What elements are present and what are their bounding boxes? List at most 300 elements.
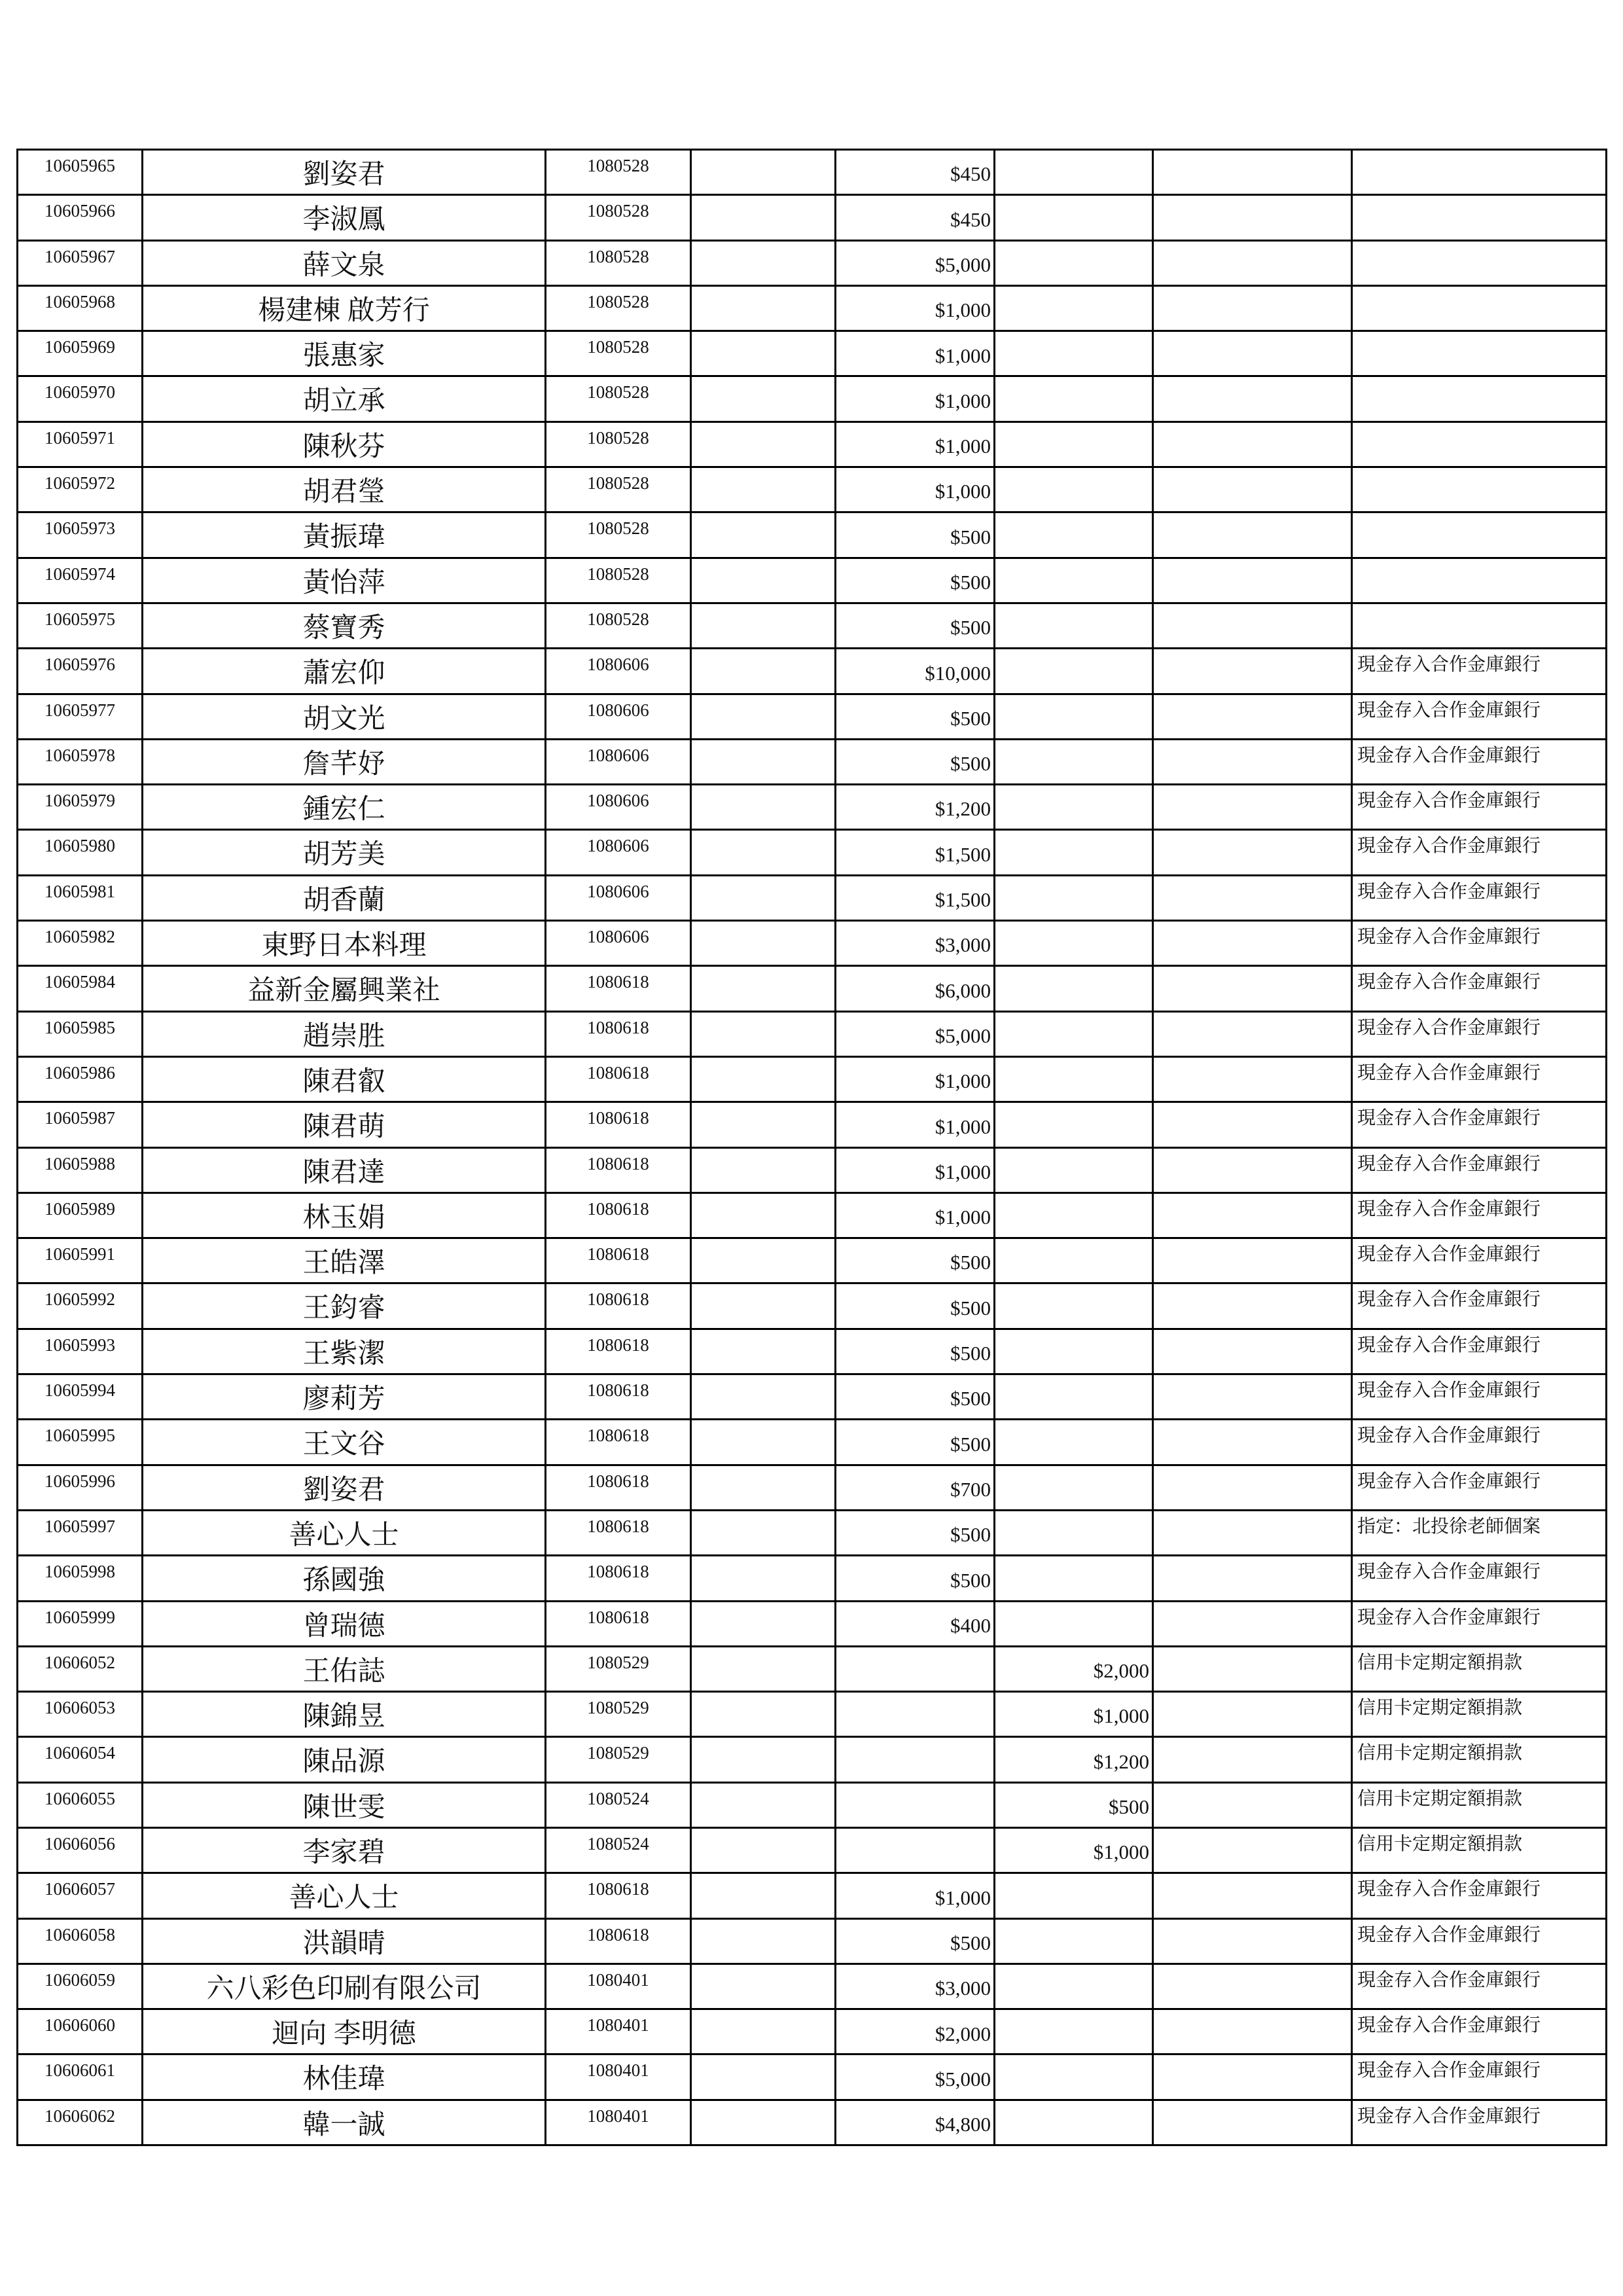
donor-name-cell: 孫國強 xyxy=(143,1556,546,1601)
note-cell: 現金存入合作金庫銀行 xyxy=(1352,1918,1607,1964)
blank-cell xyxy=(1153,785,1352,830)
table-row xyxy=(18,1102,1607,1147)
card-amount-cell xyxy=(995,875,1153,920)
note-cell: 現金存入合作金庫銀行 xyxy=(1352,2009,1607,2054)
card-amount-cell xyxy=(995,1329,1153,1374)
card-amount-cell xyxy=(995,1193,1153,1238)
donor-id-cell: 10606061 xyxy=(18,2054,143,2100)
blank-cell xyxy=(1153,467,1352,512)
donor-name-cell: 楊建棟 啟芳行 xyxy=(143,285,546,331)
blank-cell xyxy=(1153,2100,1352,2145)
note-cell: 現金存入合作金庫銀行 xyxy=(1352,921,1607,966)
date-cell: 1080401 xyxy=(546,2054,691,2100)
amount-cell: $10,000 xyxy=(836,649,995,694)
donor-id-cell: 10605972 xyxy=(18,467,143,512)
donor-name-cell: 陳世雯 xyxy=(143,1782,546,1827)
note-cell xyxy=(1352,603,1607,648)
donor-id-cell: 10605982 xyxy=(18,921,143,966)
donor-id-cell: 10606060 xyxy=(18,2009,143,2054)
card-amount-cell xyxy=(995,830,1153,875)
amount-cell: $1,000 xyxy=(836,1102,995,1147)
card-amount-cell xyxy=(995,1465,1153,1510)
table-row xyxy=(18,1646,1607,1691)
donor-id-cell: 10605974 xyxy=(18,558,143,603)
date-cell: 1080529 xyxy=(546,1737,691,1782)
blank-cell xyxy=(691,1147,836,1193)
blank-cell xyxy=(1153,1737,1352,1782)
table-row xyxy=(18,785,1607,830)
amount-cell xyxy=(836,1646,995,1691)
amount-cell: $5,000 xyxy=(836,2054,995,2100)
blank-cell xyxy=(1153,1011,1352,1056)
note-cell: 現金存入合作金庫銀行 xyxy=(1352,649,1607,694)
blank-cell xyxy=(691,1238,836,1283)
donor-name-cell: 善心人士 xyxy=(143,1510,546,1555)
card-amount-cell xyxy=(995,2100,1153,2145)
blank-cell xyxy=(691,1056,836,1102)
blank-cell xyxy=(1153,512,1352,558)
donor-name-cell: 迴向 李明德 xyxy=(143,2009,546,2054)
date-cell: 1080528 xyxy=(546,376,691,422)
donor-name-cell: 蕭宏仰 xyxy=(143,649,546,694)
blank-cell xyxy=(1153,376,1352,422)
amount-cell: $450 xyxy=(836,150,995,195)
donor-id-cell: 10605998 xyxy=(18,1556,143,1601)
amount-cell: $1,000 xyxy=(836,285,995,331)
table-row xyxy=(18,467,1607,512)
date-cell: 1080528 xyxy=(546,240,691,285)
note-cell: 現金存入合作金庫銀行 xyxy=(1352,1011,1607,1056)
blank-cell xyxy=(1153,1510,1352,1555)
donor-id-cell: 10605965 xyxy=(18,150,143,195)
amount-cell: $500 xyxy=(836,1556,995,1601)
date-cell: 1080528 xyxy=(546,331,691,376)
amount-cell: $500 xyxy=(836,1374,995,1420)
amount-cell: $1,000 xyxy=(836,1193,995,1238)
note-cell xyxy=(1352,240,1607,285)
note-cell: 現金存入合作金庫銀行 xyxy=(1352,1056,1607,1102)
donor-name-cell: 陳君萌 xyxy=(143,1102,546,1147)
donor-id-cell: 10605970 xyxy=(18,376,143,422)
donor-name-cell: 胡君瑩 xyxy=(143,467,546,512)
card-amount-cell xyxy=(995,1601,1153,1646)
blank-cell xyxy=(1153,1374,1352,1420)
table-row xyxy=(18,422,1607,467)
blank-cell xyxy=(691,558,836,603)
blank-cell xyxy=(1153,331,1352,376)
donor-id-cell: 10605992 xyxy=(18,1283,143,1329)
blank-cell xyxy=(691,830,836,875)
note-cell xyxy=(1352,512,1607,558)
card-amount-cell xyxy=(995,1283,1153,1329)
date-cell: 1080618 xyxy=(546,1873,691,1918)
table-row xyxy=(18,603,1607,648)
amount-cell: $500 xyxy=(836,694,995,739)
donation-ledger-table xyxy=(16,149,1607,2146)
amount-cell: $5,000 xyxy=(836,240,995,285)
blank-cell xyxy=(691,1601,836,1646)
amount-cell: $500 xyxy=(836,739,995,784)
blank-cell xyxy=(1153,422,1352,467)
date-cell: 1080528 xyxy=(546,467,691,512)
amount-cell: $3,000 xyxy=(836,1964,995,2009)
date-cell: 1080618 xyxy=(546,1556,691,1601)
table-row xyxy=(18,1601,1607,1646)
blank-cell xyxy=(1153,1238,1352,1283)
amount-cell: $1,500 xyxy=(836,875,995,920)
card-amount-cell xyxy=(995,1964,1153,2009)
table-row xyxy=(18,1918,1607,1964)
amount-cell: $1,000 xyxy=(836,1056,995,1102)
card-amount-cell xyxy=(995,2009,1153,2054)
blank-cell xyxy=(1153,240,1352,285)
donor-name-cell: 趙崇胜 xyxy=(143,1011,546,1056)
donor-id-cell: 10605986 xyxy=(18,1056,143,1102)
blank-cell xyxy=(691,921,836,966)
blank-cell xyxy=(691,875,836,920)
blank-cell xyxy=(691,1964,836,2009)
blank-cell xyxy=(1153,875,1352,920)
card-amount-cell xyxy=(995,376,1153,422)
donor-name-cell: 陳錦昱 xyxy=(143,1692,546,1737)
donor-name-cell: 六八彩色印刷有限公司 xyxy=(143,1964,546,2009)
amount-cell: $500 xyxy=(836,1420,995,1465)
donor-name-cell: 李家碧 xyxy=(143,1827,546,1873)
table-row xyxy=(18,1782,1607,1827)
amount-cell: $1,200 xyxy=(836,785,995,830)
donor-id-cell: 10606058 xyxy=(18,1918,143,1964)
note-cell: 現金存入合作金庫銀行 xyxy=(1352,1193,1607,1238)
card-amount-cell xyxy=(995,1374,1153,1420)
card-amount-cell xyxy=(995,785,1153,830)
table-row xyxy=(18,1283,1607,1329)
card-amount-cell xyxy=(995,1420,1153,1465)
date-cell: 1080606 xyxy=(546,830,691,875)
blank-cell xyxy=(691,2100,836,2145)
note-cell: 現金存入合作金庫銀行 xyxy=(1352,1964,1607,2009)
note-cell: 信用卡定期定額捐款 xyxy=(1352,1782,1607,1827)
card-amount-cell xyxy=(995,1056,1153,1102)
note-cell: 現金存入合作金庫銀行 xyxy=(1352,1601,1607,1646)
blank-cell xyxy=(691,1193,836,1238)
donor-name-cell: 陳君叡 xyxy=(143,1056,546,1102)
donor-id-cell: 10605984 xyxy=(18,966,143,1011)
blank-cell xyxy=(1153,2009,1352,2054)
blank-cell xyxy=(691,1011,836,1056)
table-row xyxy=(18,376,1607,422)
card-amount-cell xyxy=(995,603,1153,648)
amount-cell: $500 xyxy=(836,1510,995,1555)
donor-name-cell: 東野日本料理 xyxy=(143,921,546,966)
date-cell: 1080618 xyxy=(546,1193,691,1238)
donor-name-cell: 胡立承 xyxy=(143,376,546,422)
note-cell xyxy=(1352,150,1607,195)
amount-cell: $1,000 xyxy=(836,1147,995,1193)
blank-cell xyxy=(1153,285,1352,331)
date-cell: 1080528 xyxy=(546,195,691,240)
table-row xyxy=(18,512,1607,558)
blank-cell xyxy=(691,1510,836,1555)
blank-cell xyxy=(1153,1465,1352,1510)
blank-cell xyxy=(691,649,836,694)
date-cell: 1080618 xyxy=(546,1238,691,1283)
table-row xyxy=(18,921,1607,966)
table-row xyxy=(18,1329,1607,1374)
note-cell: 現金存入合作金庫銀行 xyxy=(1352,1374,1607,1420)
amount-cell: $500 xyxy=(836,1918,995,1964)
note-cell: 信用卡定期定額捐款 xyxy=(1352,1827,1607,1873)
date-cell: 1080401 xyxy=(546,2009,691,2054)
date-cell: 1080618 xyxy=(546,1918,691,1964)
note-cell: 現金存入合作金庫銀行 xyxy=(1352,830,1607,875)
blank-cell xyxy=(1153,1601,1352,1646)
card-amount-cell: $1,200 xyxy=(995,1737,1153,1782)
card-amount-cell xyxy=(995,240,1153,285)
donor-name-cell: 曾瑞德 xyxy=(143,1601,546,1646)
table-row xyxy=(18,1193,1607,1238)
note-cell: 現金存入合作金庫銀行 xyxy=(1352,1556,1607,1601)
donor-id-cell: 10605996 xyxy=(18,1465,143,1510)
donor-id-cell: 10605995 xyxy=(18,1420,143,1465)
donor-name-cell: 胡文光 xyxy=(143,694,546,739)
date-cell: 1080528 xyxy=(546,285,691,331)
donor-id-cell: 10606055 xyxy=(18,1782,143,1827)
amount-cell: $1,000 xyxy=(836,1873,995,1918)
table-row xyxy=(18,1465,1607,1510)
card-amount-cell xyxy=(995,1102,1153,1147)
donor-name-cell: 鍾宏仁 xyxy=(143,785,546,830)
card-amount-cell xyxy=(995,1238,1153,1283)
card-amount-cell xyxy=(995,1918,1153,1964)
date-cell: 1080618 xyxy=(546,1329,691,1374)
card-amount-cell xyxy=(995,1011,1153,1056)
note-cell: 現金存入合作金庫銀行 xyxy=(1352,2054,1607,2100)
table-row xyxy=(18,739,1607,784)
date-cell: 1080528 xyxy=(546,150,691,195)
blank-cell xyxy=(1153,649,1352,694)
date-cell: 1080618 xyxy=(546,1056,691,1102)
blank-cell xyxy=(691,1737,836,1782)
blank-cell xyxy=(1153,1782,1352,1827)
blank-cell xyxy=(691,1918,836,1964)
note-cell xyxy=(1352,285,1607,331)
blank-cell xyxy=(1153,1918,1352,1964)
amount-cell xyxy=(836,1692,995,1737)
donor-id-cell: 10606053 xyxy=(18,1692,143,1737)
blank-cell xyxy=(1153,1102,1352,1147)
donor-id-cell: 10605980 xyxy=(18,830,143,875)
donor-name-cell: 張惠家 xyxy=(143,331,546,376)
donor-name-cell: 胡芳美 xyxy=(143,830,546,875)
card-amount-cell xyxy=(995,1556,1153,1601)
blank-cell xyxy=(691,739,836,784)
donor-name-cell: 韓一誠 xyxy=(143,2100,546,2145)
amount-cell: $1,000 xyxy=(836,376,995,422)
note-cell: 現金存入合作金庫銀行 xyxy=(1352,739,1607,784)
card-amount-cell xyxy=(995,2054,1153,2100)
donor-id-cell: 10605976 xyxy=(18,649,143,694)
note-cell: 現金存入合作金庫銀行 xyxy=(1352,966,1607,1011)
date-cell: 1080618 xyxy=(546,1374,691,1420)
date-cell: 1080618 xyxy=(546,1147,691,1193)
note-cell: 現金存入合作金庫銀行 xyxy=(1352,1873,1607,1918)
date-cell: 1080618 xyxy=(546,966,691,1011)
blank-cell xyxy=(691,285,836,331)
donor-id-cell: 10606059 xyxy=(18,1964,143,2009)
note-cell: 現金存入合作金庫銀行 xyxy=(1352,1465,1607,1510)
date-cell: 1080606 xyxy=(546,921,691,966)
card-amount-cell xyxy=(995,966,1153,1011)
blank-cell xyxy=(1153,966,1352,1011)
amount-cell: $500 xyxy=(836,512,995,558)
donor-name-cell: 陳君達 xyxy=(143,1147,546,1193)
date-cell: 1080524 xyxy=(546,1827,691,1873)
date-cell: 1080529 xyxy=(546,1646,691,1691)
note-cell xyxy=(1352,376,1607,422)
donor-id-cell: 10605994 xyxy=(18,1374,143,1420)
blank-cell xyxy=(691,512,836,558)
date-cell: 1080606 xyxy=(546,875,691,920)
blank-cell xyxy=(1153,2054,1352,2100)
date-cell: 1080606 xyxy=(546,739,691,784)
donor-name-cell: 薛文泉 xyxy=(143,240,546,285)
note-cell: 現金存入合作金庫銀行 xyxy=(1352,875,1607,920)
blank-cell xyxy=(691,422,836,467)
donor-name-cell: 胡香蘭 xyxy=(143,875,546,920)
donor-id-cell: 10605989 xyxy=(18,1193,143,1238)
blank-cell xyxy=(1153,150,1352,195)
blank-cell xyxy=(691,1329,836,1374)
donor-id-cell: 10605966 xyxy=(18,195,143,240)
table-row xyxy=(18,240,1607,285)
blank-cell xyxy=(691,150,836,195)
blank-cell xyxy=(691,1465,836,1510)
blank-cell xyxy=(691,2009,836,2054)
donor-name-cell: 王佑誌 xyxy=(143,1646,546,1691)
blank-cell xyxy=(691,603,836,648)
blank-cell xyxy=(691,376,836,422)
card-amount-cell xyxy=(995,285,1153,331)
blank-cell xyxy=(691,785,836,830)
note-cell: 信用卡定期定額捐款 xyxy=(1352,1692,1607,1737)
amount-cell: $3,000 xyxy=(836,921,995,966)
amount-cell: $1,000 xyxy=(836,467,995,512)
date-cell: 1080618 xyxy=(546,1102,691,1147)
blank-cell xyxy=(691,467,836,512)
card-amount-cell xyxy=(995,921,1153,966)
amount-cell xyxy=(836,1782,995,1827)
blank-cell xyxy=(1153,1692,1352,1737)
blank-cell xyxy=(691,966,836,1011)
table-row xyxy=(18,1827,1607,1873)
amount-cell xyxy=(836,1737,995,1782)
card-amount-cell xyxy=(995,422,1153,467)
amount-cell: $1,500 xyxy=(836,830,995,875)
card-amount-cell xyxy=(995,150,1153,195)
blank-cell xyxy=(1153,195,1352,240)
donor-id-cell: 10605987 xyxy=(18,1102,143,1147)
donor-name-cell: 廖莉芳 xyxy=(143,1374,546,1420)
table-row xyxy=(18,649,1607,694)
table-row xyxy=(18,2100,1607,2145)
table-row xyxy=(18,331,1607,376)
amount-cell xyxy=(836,1827,995,1873)
blank-cell xyxy=(691,331,836,376)
table-row xyxy=(18,1420,1607,1465)
donor-id-cell: 10605981 xyxy=(18,875,143,920)
donor-id-cell: 10606054 xyxy=(18,1737,143,1782)
table-row xyxy=(18,285,1607,331)
donor-id-cell: 10605969 xyxy=(18,331,143,376)
card-amount-cell xyxy=(995,558,1153,603)
ledger-body xyxy=(18,150,1607,2145)
card-amount-cell: $1,000 xyxy=(995,1827,1153,1873)
table-row xyxy=(18,2009,1607,2054)
blank-cell xyxy=(691,240,836,285)
donor-name-cell: 洪韻晴 xyxy=(143,1918,546,1964)
card-amount-cell xyxy=(995,694,1153,739)
date-cell: 1080618 xyxy=(546,1601,691,1646)
note-cell: 現金存入合作金庫銀行 xyxy=(1352,2100,1607,2145)
blank-cell xyxy=(691,1102,836,1147)
note-cell xyxy=(1352,467,1607,512)
donor-id-cell: 10605971 xyxy=(18,422,143,467)
table-row xyxy=(18,150,1607,195)
date-cell: 1080401 xyxy=(546,2100,691,2145)
card-amount-cell xyxy=(995,512,1153,558)
donor-name-cell: 黃怡萍 xyxy=(143,558,546,603)
donor-name-cell: 王皓澤 xyxy=(143,1238,546,1283)
donor-name-cell: 蔡寶秀 xyxy=(143,603,546,648)
blank-cell xyxy=(1153,830,1352,875)
table-row xyxy=(18,966,1607,1011)
note-cell: 現金存入合作金庫銀行 xyxy=(1352,1329,1607,1374)
table-row xyxy=(18,195,1607,240)
amount-cell: $700 xyxy=(836,1465,995,1510)
blank-cell xyxy=(1153,1827,1352,1873)
date-cell: 1080401 xyxy=(546,1964,691,2009)
blank-cell xyxy=(1153,1646,1352,1691)
note-cell: 信用卡定期定額捐款 xyxy=(1352,1646,1607,1691)
donor-id-cell: 10605993 xyxy=(18,1329,143,1374)
table-row xyxy=(18,875,1607,920)
card-amount-cell xyxy=(995,195,1153,240)
note-cell: 指定：北投徐老師個案 xyxy=(1352,1510,1607,1555)
donor-name-cell: 黃振瑋 xyxy=(143,512,546,558)
note-cell: 現金存入合作金庫銀行 xyxy=(1352,1238,1607,1283)
donor-name-cell: 王紫潔 xyxy=(143,1329,546,1374)
amount-cell: $450 xyxy=(836,195,995,240)
blank-cell xyxy=(1153,921,1352,966)
blank-cell xyxy=(691,694,836,739)
donor-name-cell: 益新金屬興業社 xyxy=(143,966,546,1011)
note-cell: 現金存入合作金庫銀行 xyxy=(1352,785,1607,830)
note-cell: 現金存入合作金庫銀行 xyxy=(1352,1283,1607,1329)
blank-cell xyxy=(1153,1873,1352,1918)
blank-cell xyxy=(691,1420,836,1465)
card-amount-cell xyxy=(995,331,1153,376)
blank-cell xyxy=(1153,1556,1352,1601)
date-cell: 1080528 xyxy=(546,512,691,558)
card-amount-cell: $1,000 xyxy=(995,1692,1153,1737)
table-row xyxy=(18,558,1607,603)
donor-name-cell: 詹芊妤 xyxy=(143,739,546,784)
donor-id-cell: 10606057 xyxy=(18,1873,143,1918)
note-cell: 現金存入合作金庫銀行 xyxy=(1352,694,1607,739)
table-row xyxy=(18,1374,1607,1420)
date-cell: 1080618 xyxy=(546,1420,691,1465)
blank-cell xyxy=(1153,739,1352,784)
